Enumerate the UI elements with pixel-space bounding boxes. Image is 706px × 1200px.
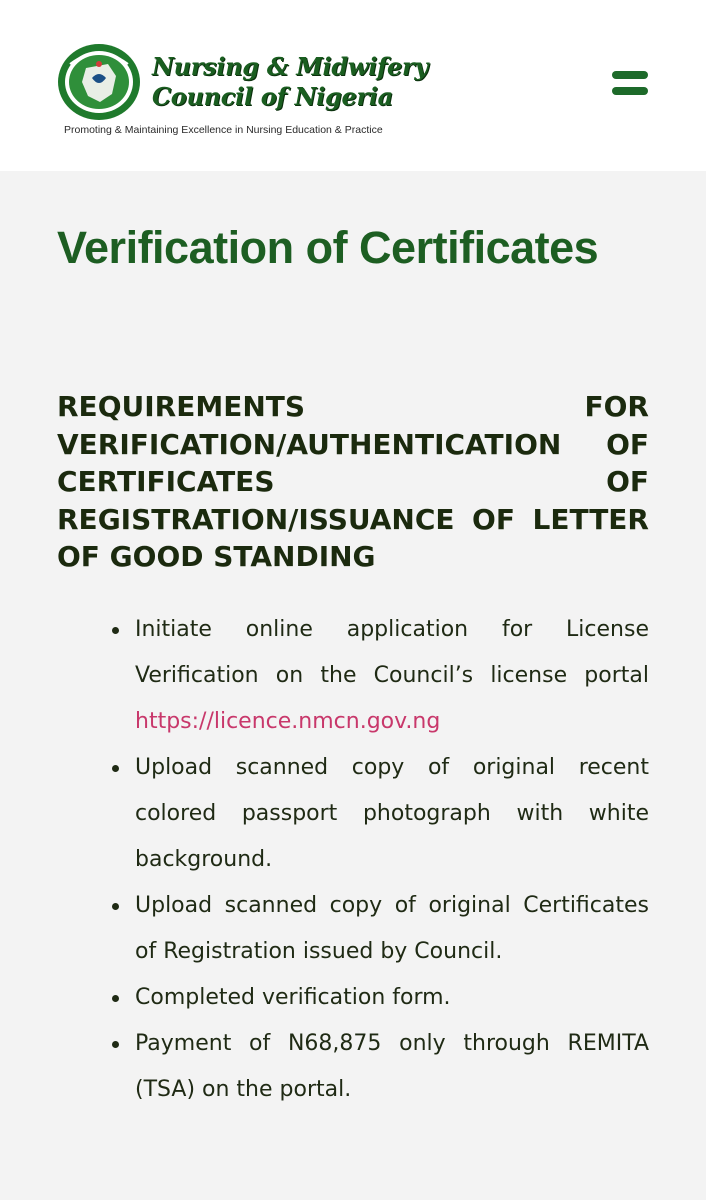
- site-logo[interactable]: [56, 40, 428, 140]
- list-item: [57, 745, 649, 883]
- list-item-text: Initiate online application for License Verification on the Council’s license portal: [135, 617, 649, 688]
- licence-portal-link[interactable]: https://licence.nmcn.gov.ng: [135, 709, 441, 734]
- menu-bar: [612, 87, 648, 95]
- list-item-text: Completed verification form.: [135, 985, 451, 1010]
- brand-name-line-1: Nursing & Midwifery: [152, 52, 428, 81]
- page-title: Verification of Certificates: [57, 222, 599, 273]
- list-item: [57, 607, 649, 745]
- requirements-list: [57, 607, 649, 1113]
- list-item-text: Upload scanned copy of original recent colored passport photograph with white background.: [135, 755, 649, 872]
- list-item: [57, 975, 649, 1021]
- site-header: [0, 0, 706, 171]
- brand-name-line-2: Council of Nigeria: [152, 82, 393, 111]
- brand-tagline: Promoting & Maintaining Excellence in Nursing Education & Practice: [64, 124, 383, 136]
- list-item: [57, 883, 649, 975]
- list-item: [57, 1021, 649, 1113]
- list-item-text: Payment of N68,875 only through REMITA (TSA) on the portal.: [135, 1031, 649, 1102]
- council-seal-icon: [56, 42, 142, 122]
- list-item-text: Upload scanned copy of original Certificates of Registration issued by Council.: [135, 893, 649, 964]
- hamburger-menu-icon[interactable]: [612, 71, 648, 97]
- requirements-heading: REQUIREMENTS FOR VERIFICATION/AUTHENTICATION OF CERTIFICATES OF REGISTRATION/ISSUANCE OF LETTER OF GOOD STANDING: [57, 390, 649, 573]
- menu-bar: [612, 71, 648, 79]
